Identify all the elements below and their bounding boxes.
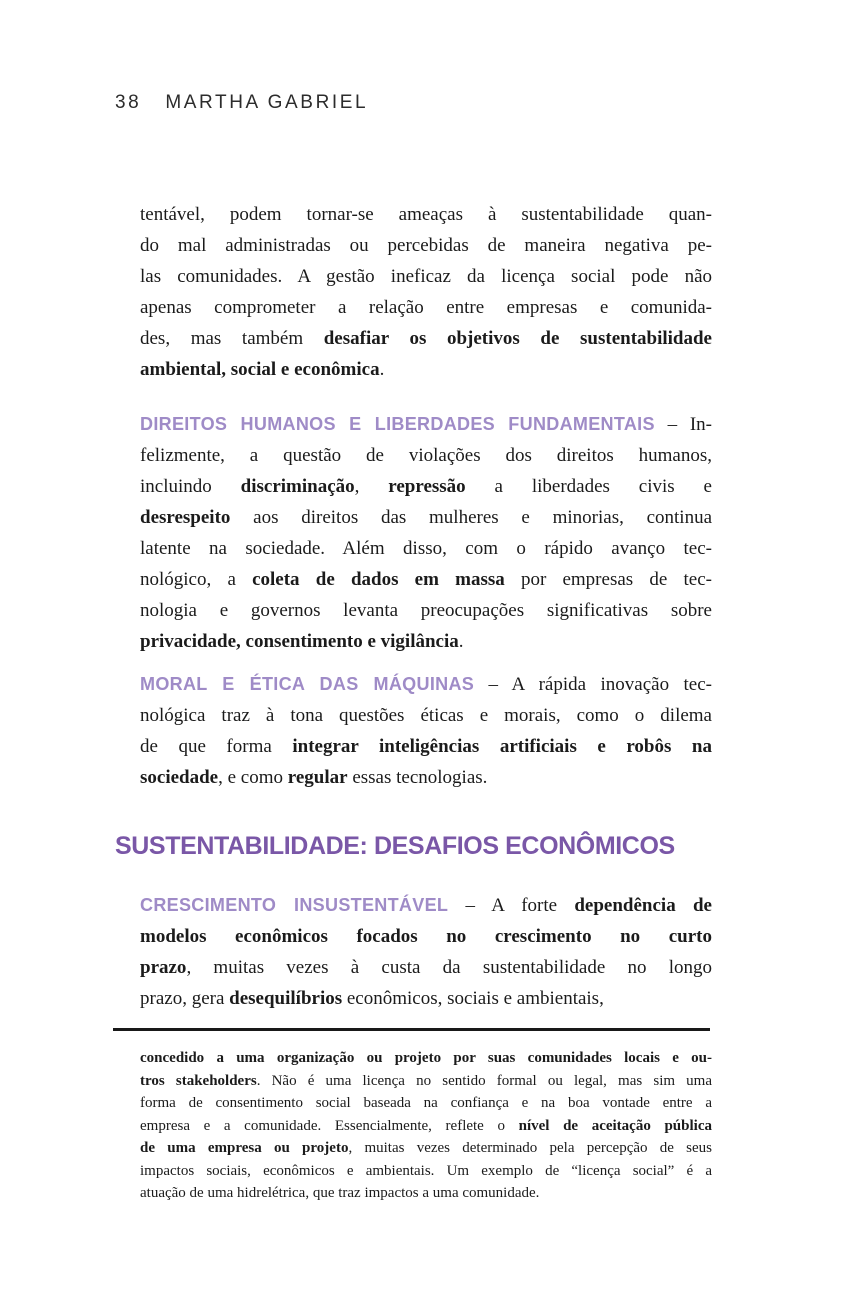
text-line [140,292,712,323]
body-text: , muitas vezes à custa da sustentabilidade no longo [186,957,712,978]
text-line [140,1137,712,1160]
body-text: , e como [218,767,288,788]
text-line [140,890,712,921]
text-line [140,1092,712,1115]
content-column [115,199,712,1205]
bold-emphasis: discriminação [240,476,355,497]
inline-run-in-heading: DIREITOS HUMANOS E LIBERDADES FUNDAMENTAIS [140,414,655,434]
bold-emphasis: integrar inteligências artificiais e robôs na [292,736,712,757]
body-text: essas tecnologias. [347,767,488,788]
paragraph-licenca-social [140,199,712,385]
running-head [115,92,368,114]
text-line [140,230,712,261]
text-line [140,762,712,793]
text-line [140,323,712,354]
body-text: econômicos, sociais e ambientais, [342,988,604,1009]
author-name: MARTHA GABRIEL [165,92,369,113]
body-text: – In- [654,414,712,435]
bold-emphasis: nível de aceitação pública [518,1117,712,1134]
text-line [140,983,712,1014]
bold-emphasis: privacidade, consentimento e vigilância [140,631,459,652]
bold-emphasis: desequilíbrios [229,988,343,1009]
text-line [140,261,712,292]
body-text: . Não é uma licença no sentido formal ou legal, mas sim uma [256,1072,712,1089]
body-text: impactos sociais, econômicos e ambientais. Um exemplo de “licença social” é a [140,1162,712,1179]
body-text: incluindo [140,476,241,497]
bold-emphasis: concedido a uma organização ou projeto por suas comunidades locais e ou- [140,1050,712,1066]
text-line [140,731,712,762]
body-text: . [379,359,385,380]
body-text: a liberdades civis e [465,476,712,497]
bold-emphasis: repressão [388,476,466,497]
text-line [140,921,712,952]
body-text: des, mas também [140,328,324,349]
text-line [140,700,712,731]
text-line [140,440,712,471]
text-line [140,952,712,983]
bold-emphasis: coleta de dados em massa [252,569,505,590]
inline-run-in-heading: MORAL E ÉTICA DAS MÁQUINAS [140,674,475,694]
bold-emphasis: prazo [140,957,187,978]
text-line [140,1182,712,1205]
body-text: las comunidades. A gestão ineficaz da licença social pode não [140,266,712,287]
body-text: de que forma [140,736,293,757]
body-text: aos direitos das mulheres e minorias, continua [230,507,712,528]
body-text: – A forte [448,895,575,916]
body-text: por empresas de tec- [504,569,712,590]
body-text: forma de consentimento social baseada na confiança e na boa vontade entre a [140,1095,712,1111]
body-text: apenas comprometer a relação entre empresas e comunida- [140,297,712,318]
body-text: atuação de uma hidrelétrica, que traz impactos a uma comunidade. [140,1185,540,1201]
text-line [140,199,712,230]
body-text: felizmente, a questão de violações dos direitos humanos, [140,445,712,466]
paragraph-crescimento [140,890,712,1014]
footnote-rule [113,1028,710,1031]
paragraph-direitos-humanos [140,409,712,657]
bold-emphasis: tros stakeholders [140,1072,257,1089]
body-text: , [354,476,389,497]
bold-emphasis: sociedade [140,767,219,788]
body-text: , muitas vezes determinado pela percepção de seus [348,1140,712,1156]
text-line [140,502,712,533]
text-line [140,354,712,385]
text-line [140,669,712,700]
body-text: nologia e governos levanta preocupações significativas sobre [140,600,712,621]
text-line [140,1160,712,1183]
body-text: . [458,631,464,652]
body-text: prazo, gera [140,988,230,1009]
body-text: nológica traz à tona questões éticas e morais, como o dilema [140,705,712,726]
text-line [140,1115,712,1138]
text-line [140,471,712,502]
text-line [140,626,712,657]
footnote-licenca-social [140,1047,712,1205]
body-text: latente na sociedade. Além disso, com o rápido avanço tec- [140,538,712,559]
bold-emphasis: dependência de [574,895,712,916]
bold-emphasis: desrespeito [140,507,231,528]
text-line [140,533,712,564]
body-text: – A rápida inovação tec- [474,674,712,695]
text-line [140,1047,712,1070]
bold-emphasis: de uma empresa ou projeto [140,1140,349,1156]
bold-emphasis: modelos econômicos focados no crescimento no curto [140,926,712,947]
section-heading-sustentabilidade: SUSTENTABILIDADE: DESAFIOS ECONÔMICOS [115,832,675,860]
text-line [140,564,712,595]
bold-emphasis: ambiental, social e econômica [140,359,380,380]
text-line [140,595,712,626]
text-line [140,409,712,440]
body-text: empresa e a comunidade. Essencialmente, reflete o [140,1117,519,1134]
paragraph-moral-etica [140,669,712,793]
bold-emphasis: desafiar os objetivos de sustentabilidade [323,328,712,349]
body-text: nológico, a [140,569,253,590]
text-line [140,1070,712,1093]
body-text: tentável, podem tornar-se ameaças à sustentabilidade quan- [140,204,712,225]
page-number: 38 [115,92,142,113]
body-text: do mal administradas ou percebidas de maneira negativa pe- [140,235,712,256]
bold-emphasis: regular [287,767,348,788]
inline-run-in-heading: CRESCIMENTO INSUSTENTÁVEL [140,895,449,915]
